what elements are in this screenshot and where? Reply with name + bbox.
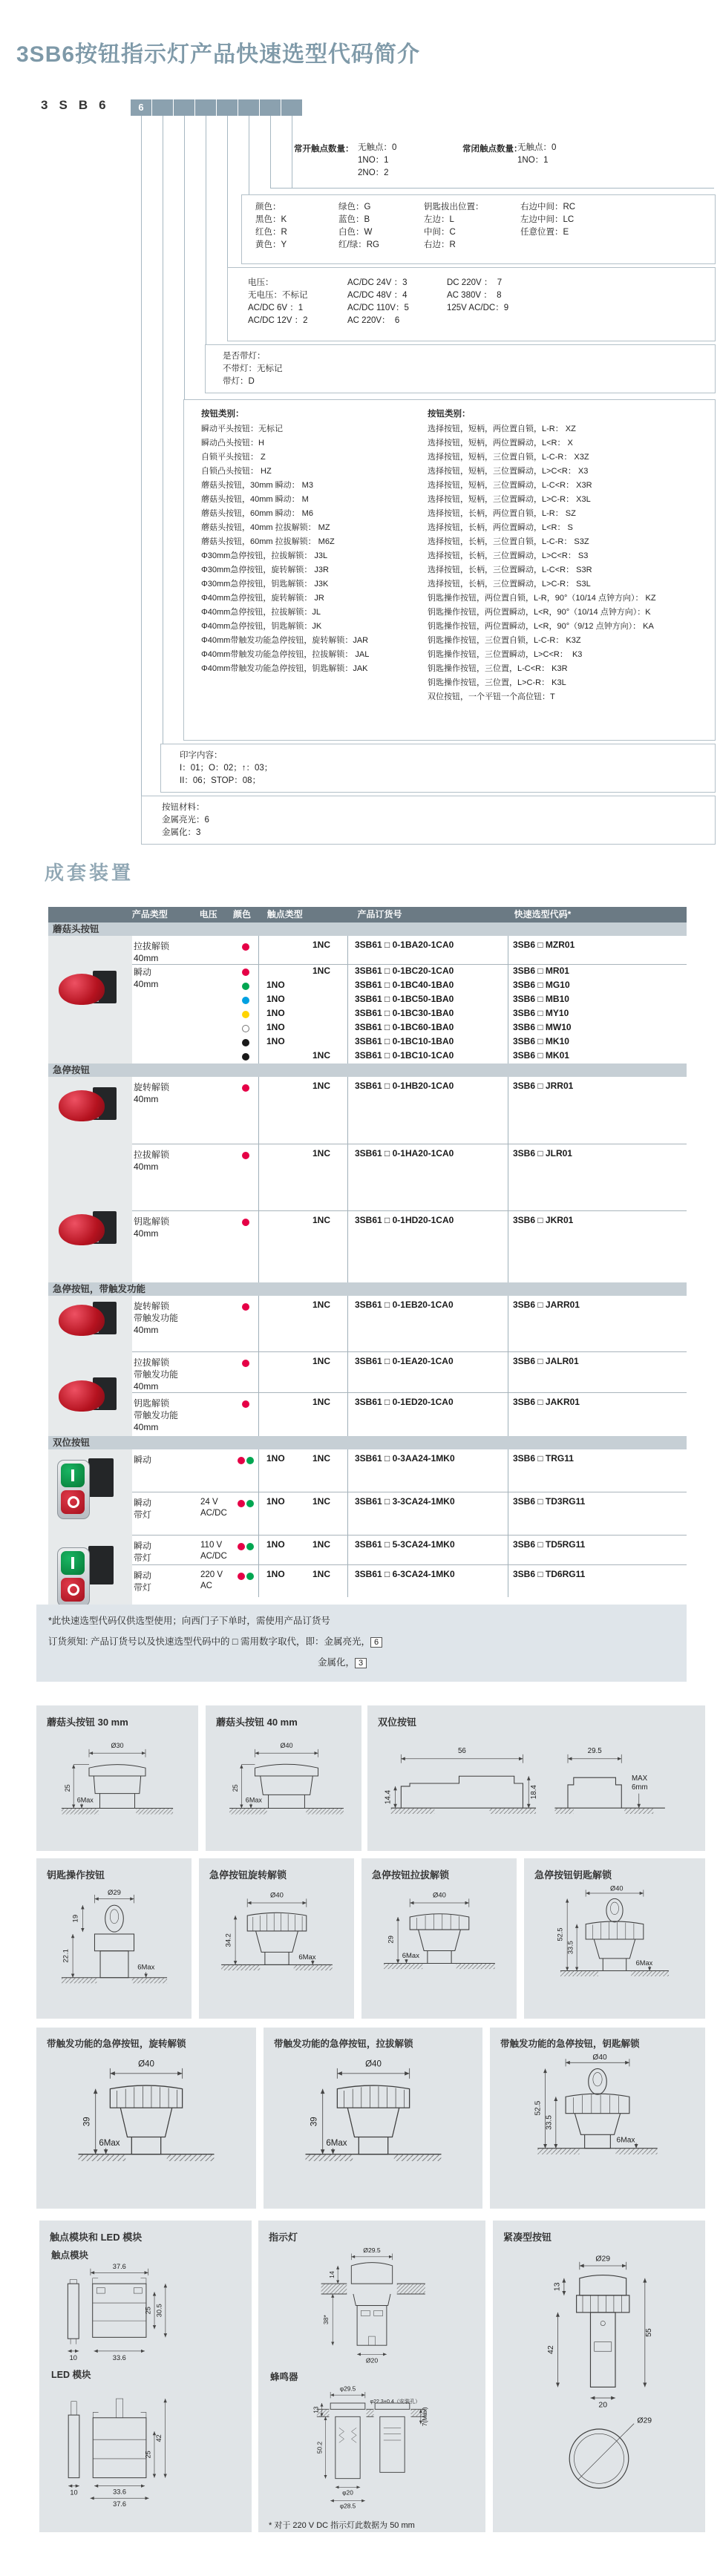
table-row: 旋转解锁 带触发功能 40mm 1NC 3SB61 □ 0-1EB20-1CA0 3SB6 □ JARR01 bbox=[132, 1296, 687, 1351]
material-box bbox=[141, 796, 716, 845]
boxed-number: 6 bbox=[370, 1637, 382, 1648]
order-number: 3SB61 □ 0-1EB20-1CA0 bbox=[347, 1296, 508, 1351]
print-content-box bbox=[160, 744, 716, 793]
indicator-light-drawing bbox=[294, 2246, 450, 2365]
photo-column bbox=[48, 1296, 132, 1436]
order-number: 3SB61 □ 0-1BC20-1CA0 bbox=[347, 965, 508, 979]
code-cell bbox=[195, 99, 216, 116]
svg-text:Ø20: Ø20 bbox=[365, 2356, 379, 2364]
svg-text:42: 42 bbox=[547, 2345, 556, 2354]
estop-pull-drawing bbox=[373, 1884, 506, 2003]
order-number: 3SB61 □ 0-1HD20-1CA0 bbox=[347, 1211, 508, 1282]
order-number: 3SB61 □ 0-1BC10-1CA0 bbox=[347, 1049, 508, 1063]
button-category-box bbox=[183, 399, 716, 741]
voltage-col2: AC/DC 24V ：3 AC/DC 48V ：4 AC/DC 110V：5 AC 220V： 6 bbox=[347, 278, 409, 325]
code-connector-line bbox=[270, 188, 714, 189]
dim-card-estop-pull: 急停按钮拉拔解锁 Ø40 29 6Max bbox=[361, 1858, 517, 2019]
mushroom-30-drawing bbox=[47, 1731, 188, 1835]
svg-text:29: 29 bbox=[386, 1936, 395, 1944]
category-list-right: 选择按钮，短柄，两位置自锁，L-R： XZ 选择按钮，短柄，两位置瞬动，L<R： X 选择按钮，短柄，三位置自锁，L-C-R： X3Z 选择按钮，短柄，三位置瞬动，L>C<R： X3 选择按钮，短柄，三位置瞬动，L-C<R： X3R 选择按钮，短柄，三位置瞬动，L>C-R： X3L 选择按钮，长柄，两位置自锁，L-R： SZ 选择按钮，长柄，两位置瞬动，L<R： S 选择按钮，长柄，三位置自锁，L-C-R： S3Z 选择按钮，长柄，三位置瞬动，L>C<R： S3 选择按钮，长柄，三位置瞬动，L-C<R： S3R 选择按钮，长柄，三位置瞬动，L>C-R： S3L 钥匙操作按钮，两位置自锁，L-R，90°（10/14 点钟方向）： KZ 钥匙操作按钮，两位置瞬动，L<R，90°（10/14 点钟方向）：K 钥匙操作按钮，两位置瞬动，L<R，90°（9/12 点钟方向）： KA 钥匙操作按钮，三位置自锁，L-C-R： K3Z 钥匙操作按钮，三位置瞬动，L>C<R： K3 钥匙操作按钮，三位置，L-C<R： K3R 钥匙操作按钮，三位置，L>C-R： K3L 双位按钮，一个平钮一个高位钮：T bbox=[428, 425, 656, 701]
code-prefix-char: B bbox=[78, 98, 88, 112]
order-number: 3SB61 □ 0-1BC30-1BA0 bbox=[347, 1007, 508, 1021]
order-number: 3SB61 □ 0-1BC50-1BA0 bbox=[347, 993, 508, 1007]
dim-card-indicator-buzzer: 指示灯 Ø29.5 14 38* Ø20 蜂鸣器 φ29.5 φ22.3+0.4（安装孔） 13 7(Max) 50.2 φ20 φ28.5 * 对于 220 V DC 指示灯此数据为 50 mm bbox=[258, 2221, 485, 2532]
table-row: 旋转解锁 40mm 1NC 3SB61 □ 0-1HB20-1CA0 3SB6 □ JRR01 bbox=[132, 1077, 687, 1144]
table-row: 瞬动 带灯 24 V AC/DC 1NO 1NC 3SB61 □ 3-3CA24-1MK0 3SB6 □ TD3RG11 bbox=[132, 1492, 687, 1535]
trigger-estop-pull-drawing bbox=[292, 2053, 455, 2194]
dim-card-estop-rotate: 急停按钮旋转解锁 Ø40 34.2 6Max bbox=[199, 1858, 354, 2019]
svg-text:37.6: 37.6 bbox=[113, 2500, 127, 2508]
quick-code: 3SB6 □ MW10 bbox=[508, 1021, 687, 1035]
color-dot bbox=[242, 1400, 249, 1408]
color-dot bbox=[246, 1573, 254, 1580]
color-dot bbox=[238, 1457, 245, 1464]
color-dot bbox=[242, 997, 249, 1004]
svg-text:33.5: 33.5 bbox=[566, 1941, 575, 1955]
quick-code: 3SB6 □ MB10 bbox=[508, 993, 687, 1007]
quick-code: 3SB6 □ JARR01 bbox=[508, 1296, 687, 1351]
product-photo-estop-trigger bbox=[54, 1302, 122, 1355]
material-lines: 按钮材料： 金属亮光：6 金属化：3 bbox=[162, 803, 209, 837]
table-row: 拉拔解锁 40mm 1NC 3SB61 □ 0-1BA20-1CA0 3SB6 □ MZR01 bbox=[132, 936, 687, 964]
svg-text:52.5: 52.5 bbox=[556, 1927, 564, 1941]
color-dot bbox=[242, 1084, 249, 1092]
table-section bbox=[48, 1077, 687, 1282]
options-no-contact-count: 无触点：0 1NO：1 2NO：2 bbox=[358, 143, 397, 177]
trigger-estop-key-drawing bbox=[523, 2053, 672, 2194]
dim-card-modules: 触点模块和 LED 模块 触点模块 37.6 25 30.5 10 33.6 LED 模块 42 25 10 33.6 37.6 bbox=[39, 2221, 252, 2532]
order-number: 3SB61 □ 0-1ED20-1CA0 bbox=[347, 1393, 508, 1436]
svg-text:52.5: 52.5 bbox=[534, 2100, 543, 2116]
svg-text:Ø40: Ø40 bbox=[280, 1742, 293, 1750]
code-cell bbox=[152, 99, 173, 116]
table-row: 钥匙解锁 带触发功能 40mm 1NC 3SB61 □ 0-1ED20-1CA0 3SB6 □ JAKR01 bbox=[132, 1392, 687, 1436]
led-module-drawing bbox=[53, 2382, 238, 2508]
contact-module-drawing bbox=[53, 2263, 238, 2363]
dim-card-mushroom-40: 蘑菇头按钮 40 mm Ø40 25 6Max bbox=[206, 1705, 361, 1851]
boxed-number: 3 bbox=[355, 1658, 367, 1668]
page-title: 3SB6按钮指示灯产品快速选型代码简介 bbox=[16, 42, 421, 67]
svg-text:19: 19 bbox=[71, 1914, 80, 1923]
options-nc-contact-count: 无触点：0 1NO：1 bbox=[517, 143, 557, 165]
trigger-estop-rotate-drawing bbox=[65, 2053, 228, 2194]
quick-code: 3SB6 □ MY10 bbox=[508, 1007, 687, 1021]
order-number: 3SB61 □ 0-3AA24-1MK0 bbox=[347, 1449, 508, 1492]
color-dot bbox=[242, 943, 249, 951]
color-dot bbox=[238, 1500, 245, 1507]
lamp-lines: 是否带灯： 不带灯：无标记 带灯：D bbox=[223, 352, 283, 386]
svg-text:6Max: 6Max bbox=[245, 1796, 262, 1804]
color-dot bbox=[238, 1543, 245, 1550]
code-cell bbox=[238, 99, 259, 116]
svg-text:20: 20 bbox=[598, 2401, 608, 2410]
code-dropline bbox=[141, 116, 142, 796]
svg-text:Ø29: Ø29 bbox=[637, 2416, 652, 2425]
estop-rotate-drawing bbox=[210, 1884, 344, 2003]
photo-column bbox=[48, 1449, 132, 1610]
color-options-box bbox=[241, 194, 716, 264]
color-dot bbox=[242, 983, 249, 990]
svg-text:18.4: 18.4 bbox=[529, 1785, 538, 1800]
quick-code: 3SB6 □ JLR01 bbox=[508, 1144, 687, 1210]
svg-text:Ø40: Ø40 bbox=[592, 2054, 607, 2062]
category-label-right: 按钮类别： bbox=[428, 410, 471, 419]
code-cell bbox=[174, 99, 194, 116]
table-section bbox=[48, 1296, 687, 1436]
key-button-drawing bbox=[48, 1884, 181, 2010]
order-number: 3SB61 □ 5-3CA24-1MK0 bbox=[347, 1536, 508, 1564]
order-number: 3SB61 □ 0-1BC10-1BA0 bbox=[347, 1035, 508, 1049]
order-number: 3SB61 □ 0-1HB20-1CA0 bbox=[347, 1077, 508, 1144]
svg-text:13: 13 bbox=[553, 2282, 562, 2292]
svg-text:33.5: 33.5 bbox=[545, 2115, 554, 2130]
svg-text:25: 25 bbox=[63, 1784, 71, 1792]
section-band: 双位按钮 bbox=[48, 1436, 687, 1449]
svg-text:φ20: φ20 bbox=[342, 2488, 353, 2497]
color-dot bbox=[242, 1152, 249, 1159]
table-section bbox=[48, 1449, 687, 1611]
svg-text:Ø30: Ø30 bbox=[111, 1742, 124, 1750]
svg-text:13: 13 bbox=[312, 2406, 320, 2413]
svg-text:25: 25 bbox=[144, 2307, 152, 2315]
indicator-footnote: * 对于 220 V DC 指示灯此数据为 50 mm bbox=[269, 2521, 415, 2530]
svg-text:14: 14 bbox=[327, 2271, 336, 2278]
product-photo-mushroom bbox=[54, 971, 122, 1024]
order-number: 3SB61 □ 0-1BA20-1CA0 bbox=[347, 936, 508, 964]
order-number: 3SB61 □ 6-3CA24-1MK0 bbox=[347, 1565, 508, 1597]
code-prefix-char: 3 bbox=[41, 98, 48, 112]
code-prefix-char: S bbox=[59, 98, 68, 112]
quick-code: 3SB6 □ TD6RG11 bbox=[508, 1565, 687, 1597]
order-number: 3SB61 □ 0-1BC40-1BA0 bbox=[347, 979, 508, 993]
svg-text:Ø40: Ø40 bbox=[364, 2059, 382, 2069]
svg-text:Ø29.5: Ø29.5 bbox=[363, 2246, 381, 2254]
order-number: 3SB61 □ 0-1EA20-1CA0 bbox=[347, 1352, 508, 1392]
color-col1: 颜色： 黑色：K 红色：R 黄色：Y bbox=[255, 203, 287, 249]
color-dot bbox=[242, 1039, 249, 1046]
svg-text:55: 55 bbox=[645, 2328, 654, 2337]
code-cells bbox=[131, 99, 302, 116]
print-lines: 印字内容： I：01；O：02；↑：03； II：06；STOP：08； bbox=[180, 751, 273, 785]
code-cell bbox=[281, 99, 302, 116]
quick-code: 3SB6 □ JALR01 bbox=[508, 1352, 687, 1392]
svg-text:Ø40: Ø40 bbox=[269, 1891, 284, 1900]
compact-button-drawing bbox=[517, 2246, 681, 2514]
note-line2: 订货须知: 产品订货号以及快速选型代码中的 □ 需用数字取代，即：金属亮光， 6 bbox=[48, 1634, 675, 1648]
svg-text:Ø29: Ø29 bbox=[107, 1888, 121, 1897]
photo-column bbox=[48, 1077, 132, 1282]
quick-code: 3SB6 □ JKR01 bbox=[508, 1211, 687, 1282]
table-header-photo bbox=[48, 907, 129, 922]
svg-text:Ø29: Ø29 bbox=[595, 2255, 611, 2264]
svg-text:33.6: 33.6 bbox=[112, 2353, 126, 2362]
dim-card-compact: 紧凑型按钮 Ø29 13 42 55 20 Ø29 bbox=[493, 2221, 705, 2532]
color-dot bbox=[242, 969, 249, 976]
svg-text:38*: 38* bbox=[322, 2315, 330, 2325]
code-cell: 6 bbox=[131, 99, 151, 116]
table-row: 钥匙解锁 40mm 1NC 3SB61 □ 0-1HD20-1CA0 3SB6 □ JKR01 bbox=[132, 1210, 687, 1282]
dim-card-estop-key: 急停按钮钥匙解锁 Ø40 52.5 33.5 6Max bbox=[524, 1858, 705, 2019]
table-header-cell: 触点类型 bbox=[266, 909, 303, 920]
section-band: 急停按钮，带触发功能 bbox=[48, 1282, 687, 1296]
table-header-cell: 快速选型代码* bbox=[514, 909, 572, 920]
section-band: 蘑菇头按钮 bbox=[48, 922, 687, 936]
quick-code: 3SB6 □ MG10 bbox=[508, 979, 687, 993]
code-cell bbox=[260, 99, 281, 116]
code-dropline bbox=[184, 116, 185, 399]
svg-text:39: 39 bbox=[82, 2117, 92, 2127]
note-line3: 金属化， 3 bbox=[318, 1655, 675, 1668]
svg-text:50.2: 50.2 bbox=[315, 2441, 324, 2454]
svg-text:6Max: 6Max bbox=[635, 1959, 653, 1967]
svg-text:φ22.3+0.4（安装孔）: φ22.3+0.4（安装孔） bbox=[370, 2399, 421, 2405]
svg-text:6Max: 6Max bbox=[616, 2136, 635, 2145]
voltage-options-box bbox=[227, 267, 716, 341]
key-pos-col: 钥匙拔出位置： 左边：L 中间：C 右边：R bbox=[424, 203, 484, 249]
product-photo-twin bbox=[56, 1457, 115, 1522]
table-row: 拉拔解锁 带触发功能 40mm 1NC 3SB61 □ 0-1EA20-1CA0 3SB6 □ JALR01 bbox=[132, 1351, 687, 1392]
selection-table bbox=[48, 907, 687, 1611]
section-band: 急停按钮 bbox=[48, 1063, 687, 1077]
svg-text:MAX: MAX bbox=[631, 1774, 647, 1783]
product-photo-twin bbox=[56, 1544, 115, 1610]
svg-text:33.6: 33.6 bbox=[113, 2488, 127, 2496]
table-header-cell: 产品类型 bbox=[131, 909, 168, 920]
order-number: 3SB61 □ 3-3CA24-1MK0 bbox=[347, 1492, 508, 1535]
code-dropline bbox=[270, 116, 271, 188]
color-dot bbox=[238, 1573, 245, 1580]
color-col2: 绿色：G 蓝色：B 白色：W 红/绿：RG bbox=[338, 203, 379, 249]
svg-text:6Max: 6Max bbox=[99, 2139, 120, 2149]
table-section bbox=[48, 936, 687, 1063]
table-header-row bbox=[48, 907, 687, 922]
table-row: 瞬动 带灯 220 V AC 1NO 1NC 3SB61 □ 6-3CA24-1MK0 3SB6 □ TD6RG11 bbox=[132, 1564, 687, 1597]
dim-card-trigger-pull: 带触发功能的急停按钮，拉拔解锁 Ø40 39 6Max bbox=[264, 2028, 482, 2209]
category-label-left: 按钮类别： bbox=[201, 410, 244, 419]
color-dot bbox=[242, 1360, 249, 1367]
svg-text:6Max: 6Max bbox=[76, 1796, 94, 1804]
dim-card-twin: 双位按钮 56 14.4 18.4 29.5 MAX 6mm bbox=[367, 1705, 705, 1851]
lamp-options-box bbox=[205, 344, 716, 393]
svg-text:34.2: 34.2 bbox=[223, 1933, 232, 1947]
svg-text:39: 39 bbox=[310, 2117, 319, 2127]
svg-text:φ29.5: φ29.5 bbox=[339, 2385, 356, 2393]
svg-text:22.1: 22.1 bbox=[61, 1949, 70, 1963]
category-list-left: 瞬动平头按钮：无标记 瞬动凸头按钮：H 自锁平头按钮： Z 自锁凸头按钮： HZ 蘑菇头按钮，30mm 瞬动： M3 蘑菇头按钮，40mm 瞬动： M 蘑菇头按钮，60mm 瞬动： M6 蘑菇头按钮，40mm 拉拔解锁： MZ 蘑菇头按钮，60mm 拉拔解锁： M6Z Φ30mm急停按钮，拉拔解锁： J3L Φ30mm急停按钮，旋转解锁： J3R Φ30mm急停按钮，钥匙解锁： J3K Φ40mm急停按钮，旋转解锁： JR Φ40mm急停按钮，拉拔解锁：JL Φ40mm急停按钮，钥匙解锁：JK Φ40mm带触发功能急停按钮，旋转解锁：JAR Φ40mm带触发功能急停按钮，拉拔解锁： JAL Φ40mm带触发功能急停按钮，钥匙解锁：JAK bbox=[201, 425, 370, 673]
svg-text:φ28.5: φ28.5 bbox=[339, 2502, 356, 2510]
code-prefix-char: 6 bbox=[99, 98, 106, 112]
quick-code: 3SB6 □ TD3RG11 bbox=[508, 1492, 687, 1535]
color-dot bbox=[246, 1457, 254, 1464]
svg-text:37.6: 37.6 bbox=[112, 2263, 126, 2270]
svg-text:6mm: 6mm bbox=[631, 1783, 648, 1792]
dim-card-mushroom-30: 蘑菇头按钮 30 mm Ø30 25 6Max bbox=[36, 1705, 198, 1851]
table-row: 瞬动 带灯 110 V AC/DC 1NO 1NC 3SB61 □ 5-3CA24-1MK0 3SB6 □ TD5RG11 bbox=[132, 1535, 687, 1564]
svg-text:14.4: 14.4 bbox=[384, 1790, 393, 1805]
label-nc-contact-count: 常闭触点数量： bbox=[462, 145, 523, 154]
label-no-contact-count: 常开触点数量： bbox=[294, 145, 354, 154]
svg-text:6Max: 6Max bbox=[137, 1963, 154, 1972]
quick-code: 3SB6 □ JRR01 bbox=[508, 1077, 687, 1144]
quick-code: 3SB6 □ JAKR01 bbox=[508, 1393, 687, 1436]
table-header-cell: 颜色 bbox=[233, 909, 252, 920]
quick-code: 3SB6 □ MR01 bbox=[508, 965, 687, 979]
table-header-cell: 电压 bbox=[199, 909, 217, 920]
code-dropline bbox=[227, 116, 228, 267]
buzzer-drawing bbox=[294, 2385, 450, 2514]
product-photo-estop bbox=[54, 1087, 122, 1141]
svg-text:Ø40: Ø40 bbox=[432, 1891, 446, 1900]
svg-text:7(Max): 7(Max) bbox=[421, 2407, 429, 2427]
svg-text:42: 42 bbox=[155, 2434, 163, 2442]
quick-code: 3SB6 □ TD5RG11 bbox=[508, 1536, 687, 1564]
svg-text:6Max: 6Max bbox=[402, 1951, 419, 1960]
voltage-col1: 电压： 无电压：不标记 AC/DC 6V ：1 AC/DC 12V ：2 bbox=[248, 278, 308, 325]
table-row: 瞬动 40mm 1NC 3SB61 □ 0-1BC20-1CA0 3SB6 □ MR01 1NO 3SB61 □ 0-1BC40-1BA0 3SB6 □ MG10 1NO 3SB61 □ 0-1BC50-1BA0 3SB6 □ MB10 1NO 3SB61 □ 0-1BC30-1BA0 3SB6 □ MY10 1NO 3SB61 □ 0-1BC60-1BA0 3SB6 □ MW10 1NO 3SB61 □ 0-1BC10-1BA0 3SB6 □ MK10 1NC 3SB61 □ 0-1BC10-1CA0 3SB6 □ MK01 bbox=[132, 964, 687, 1063]
dim-card-trigger-key: 带触发功能的急停按钮，钥匙解锁 Ø40 52.5 33.5 6Max bbox=[490, 2028, 705, 2209]
estop-key-drawing bbox=[544, 1884, 685, 2012]
code-prefix bbox=[41, 98, 106, 113]
svg-text:29.5: 29.5 bbox=[587, 1746, 602, 1755]
color-dot bbox=[242, 1303, 249, 1311]
voltage-col3: DC 220V ： 7 AC 380V ： 8 125V AC/DC：9 bbox=[447, 278, 509, 312]
table-row: 瞬动 1NO 1NC 3SB61 □ 0-3AA24-1MK0 3SB6 □ TRG11 bbox=[132, 1449, 687, 1492]
color-dot bbox=[246, 1543, 254, 1550]
svg-text:25: 25 bbox=[231, 1784, 239, 1792]
product-photo-estop-trigger bbox=[54, 1377, 122, 1431]
color-dot bbox=[242, 1025, 249, 1032]
svg-text:30.5: 30.5 bbox=[155, 2304, 163, 2318]
note-line1: *此快速选型代码仅供选型使用；向西门子下单时，需使用产品订货号 bbox=[48, 1616, 330, 1626]
quick-code: 3SB6 □ MZR01 bbox=[508, 936, 687, 964]
svg-text:10: 10 bbox=[69, 2353, 77, 2362]
svg-text:Ø40: Ø40 bbox=[610, 1884, 624, 1892]
quick-code: 3SB6 □ MK10 bbox=[508, 1035, 687, 1049]
quick-code: 3SB6 □ TRG11 bbox=[508, 1449, 687, 1492]
note-box bbox=[36, 1605, 687, 1682]
svg-text:Ø40: Ø40 bbox=[138, 2059, 154, 2069]
table-header-cell: 产品订货号 bbox=[357, 909, 402, 920]
svg-text:6Max: 6Max bbox=[298, 1953, 316, 1962]
svg-text:10: 10 bbox=[70, 2488, 78, 2497]
color-dot bbox=[242, 1053, 249, 1061]
color-dot bbox=[246, 1500, 254, 1507]
mushroom-40-drawing bbox=[216, 1731, 357, 1835]
dim-card-key-button: 钥匙操作按钮 Ø29 19 22.1 6Max bbox=[36, 1858, 192, 2019]
twin-button-drawing bbox=[381, 1731, 693, 1835]
quick-code: 3SB6 □ MK01 bbox=[508, 1049, 687, 1063]
section-title-assemblies: 成套装置 bbox=[45, 862, 134, 884]
key-pos-col2: 右边中间：RC 左边中间：LC 任意位置：E bbox=[520, 203, 576, 237]
table-row: 拉拔解锁 40mm 1NC 3SB61 □ 0-1HA20-1CA0 3SB6 □ JLR01 bbox=[132, 1144, 687, 1210]
order-number: 3SB61 □ 0-1HA20-1CA0 bbox=[347, 1144, 508, 1210]
color-dot bbox=[242, 1219, 249, 1226]
photo-column bbox=[48, 936, 132, 1063]
order-number: 3SB61 □ 0-1BC60-1BA0 bbox=[347, 1021, 508, 1035]
svg-text:56: 56 bbox=[457, 1746, 466, 1755]
product-photo-estop bbox=[54, 1211, 122, 1265]
code-cell bbox=[217, 99, 238, 116]
color-dot bbox=[242, 1011, 249, 1018]
dim-card-trigger-rotate: 带触发功能的急停按钮，旋转解锁 Ø40 39 6Max bbox=[36, 2028, 256, 2209]
svg-text:25: 25 bbox=[144, 2451, 152, 2459]
svg-text:6Max: 6Max bbox=[325, 2139, 347, 2149]
